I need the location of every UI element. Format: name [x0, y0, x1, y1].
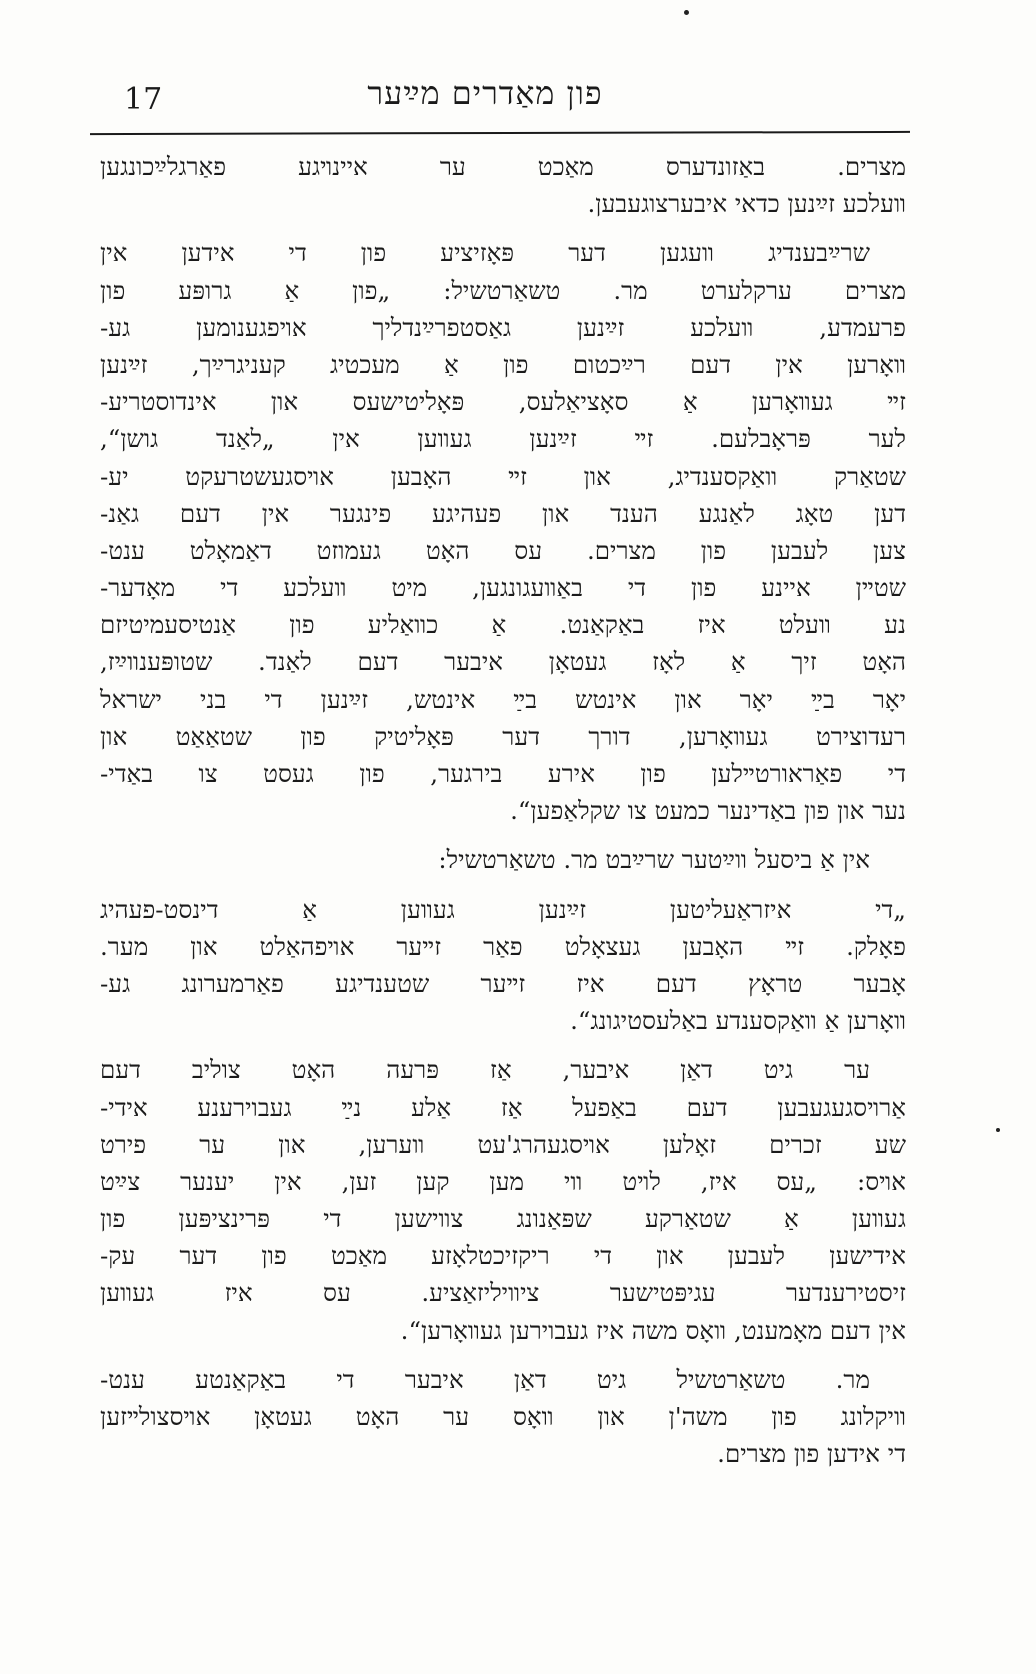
paragraph-gap: [100, 1349, 906, 1361]
text-line: װיקלונג פון משה'ן און װאָס ער האָט געטאָן אױסצולײזען: [100, 1402, 906, 1431]
paragraph-gap: [100, 1039, 906, 1051]
text-line: אָבער טראָץ דעם איז זײער שטענדיגע פאַרמערונג גע-: [100, 968, 906, 998]
text-line: פאָלק. זײ האָבען געצאָלט פאַר זײער אױפהאַלט און מער.: [100, 931, 906, 961]
page-header: [90, 64, 910, 134]
text-line: שרײַבענדיג װעגען דער פּאָזיציע פון די אידען אין: [100, 238, 870, 268]
text-line: שע זכרים זאָלען אױסגעהרג'עט װערען, און ער פירט: [100, 1129, 906, 1159]
text-line: מצרים ערקלערט מר. טשאַרטשיל: „פון אַ גרופּע פון: [100, 275, 906, 305]
text-line: געװען אַ שטאַרקע שפּאַנונג צװישען די פּרינציפּען פון: [100, 1204, 906, 1234]
text-line: מר. טשאַרטשיל גיט דאַן איבער די באַקאַנטע ענט-: [100, 1364, 870, 1394]
text-line: אױס: „עס איז, לױט װי מען קען זען, אין יענער צײַט: [100, 1166, 906, 1196]
text-line: דען טאָג לאַנגע הענד און פעהיגע פינגער אין דעם גאַנ-: [100, 498, 906, 528]
text-line: רעדוצירט געװאָרען, דורך דער פּאָליטיק פון שטאַאַט און: [100, 721, 906, 751]
text-line: אַרױסגעגעבען דעם באַפעל אַז אַלע נײַ געבוירענע אידי-: [100, 1092, 906, 1122]
text-line: „די איזראַעליטען זײַנען געװען אַ דינסט-פעהיג: [100, 894, 906, 924]
text-line: װאָרען אין דעם רײַכטום פון אַ מעכטיג קעניגרײַך, זײַנען: [100, 349, 906, 379]
paragraph-gap: [100, 829, 906, 841]
paragraph: [100, 891, 906, 1040]
paragraph: [100, 148, 906, 222]
text-line: די אידען פון מצרים.: [717, 1439, 906, 1469]
text-line: שטײן איינע פון די באַװעגונגען, מיט װעלכע די מאָדער-: [100, 573, 906, 603]
text-line: ער גיט דאַן איבער, אַז פּרעה האָט צוליב דעם: [100, 1055, 870, 1085]
paragraph-gap: [100, 879, 906, 891]
text-line: שטאַרק װאַקסענדיג, און זײ האָבען אױסגעשטרעקט יע-: [100, 461, 906, 491]
text-line: האָט זיך אַ לאָז געטאָן איבער דעם לאַנד. שטופּענװײַז,: [100, 647, 906, 677]
text-line: מצרים. באַזונדערס מאַכט ער איינױגע פאַרגלײַכונגען: [100, 152, 906, 181]
text-line: יאָר בײַ יאָר און אינטש בײַ אינטש, זײַנען די בני ישראל: [100, 684, 906, 714]
ink-speck: [684, 10, 689, 15]
page-number: 17: [124, 82, 163, 117]
ink-speck: [996, 1128, 1000, 1132]
paragraph: [100, 841, 906, 878]
text-line: אידישען לעבען און די ריקזיכטלאָזע מאַכט פון דער עק-: [100, 1241, 906, 1271]
paragraph: [100, 234, 906, 829]
text-line: לער פּראָבלעם. זײ זײַנען געװען אין „לאַנד גושן“,: [100, 424, 906, 454]
text-line: נער און פון באַדינער כמעט צו שקלאַפען“.: [510, 796, 906, 826]
paragraph: [100, 1051, 906, 1349]
text-line: אין דעם מאָמענט, װאָס משה איז געבוירען געװאָרען“.: [400, 1315, 906, 1345]
paragraph-gap: [100, 222, 906, 234]
text-line: זײ געװאָרען אַ סאָציאַלעס, פּאָליטישעס און אינדוסטריע-: [100, 387, 906, 417]
paragraph: [100, 1361, 906, 1473]
body-text: [100, 148, 906, 1472]
text-line: װאָרען אַ װאַקסענדע באַלעסטיגונג“.: [570, 1006, 906, 1036]
text-line: װעלכע זײַנען כדאי איבערצוגעבען.: [587, 189, 906, 219]
text-line: זיסטירענדער עגיפּטישער ציװיליזאַציע. עס איז געװען: [100, 1278, 906, 1308]
text-line: פרעמדע, װעלכע זײַנען גאַסטפרײַנדליך אױפגענומען גע-: [100, 312, 906, 342]
text-line: צען לעבען פון מצרים. עס האָט געמוזט דאַמאָלט ענט-: [100, 535, 906, 565]
text-line: נע װעלט איז באַקאַנט. אַ כװאַליע פון אַנטיסעמיטיזם: [100, 610, 906, 640]
text-line: אין אַ ביסעל װײַטער שרײַבט מר. טשאַרטשיל:: [438, 845, 870, 875]
running-title: פון מאַדרים מײַער: [367, 74, 603, 112]
text-line: די פאַראורטײלען פון אירע בירגער, פון געסט צו באַדי-: [100, 759, 906, 788]
